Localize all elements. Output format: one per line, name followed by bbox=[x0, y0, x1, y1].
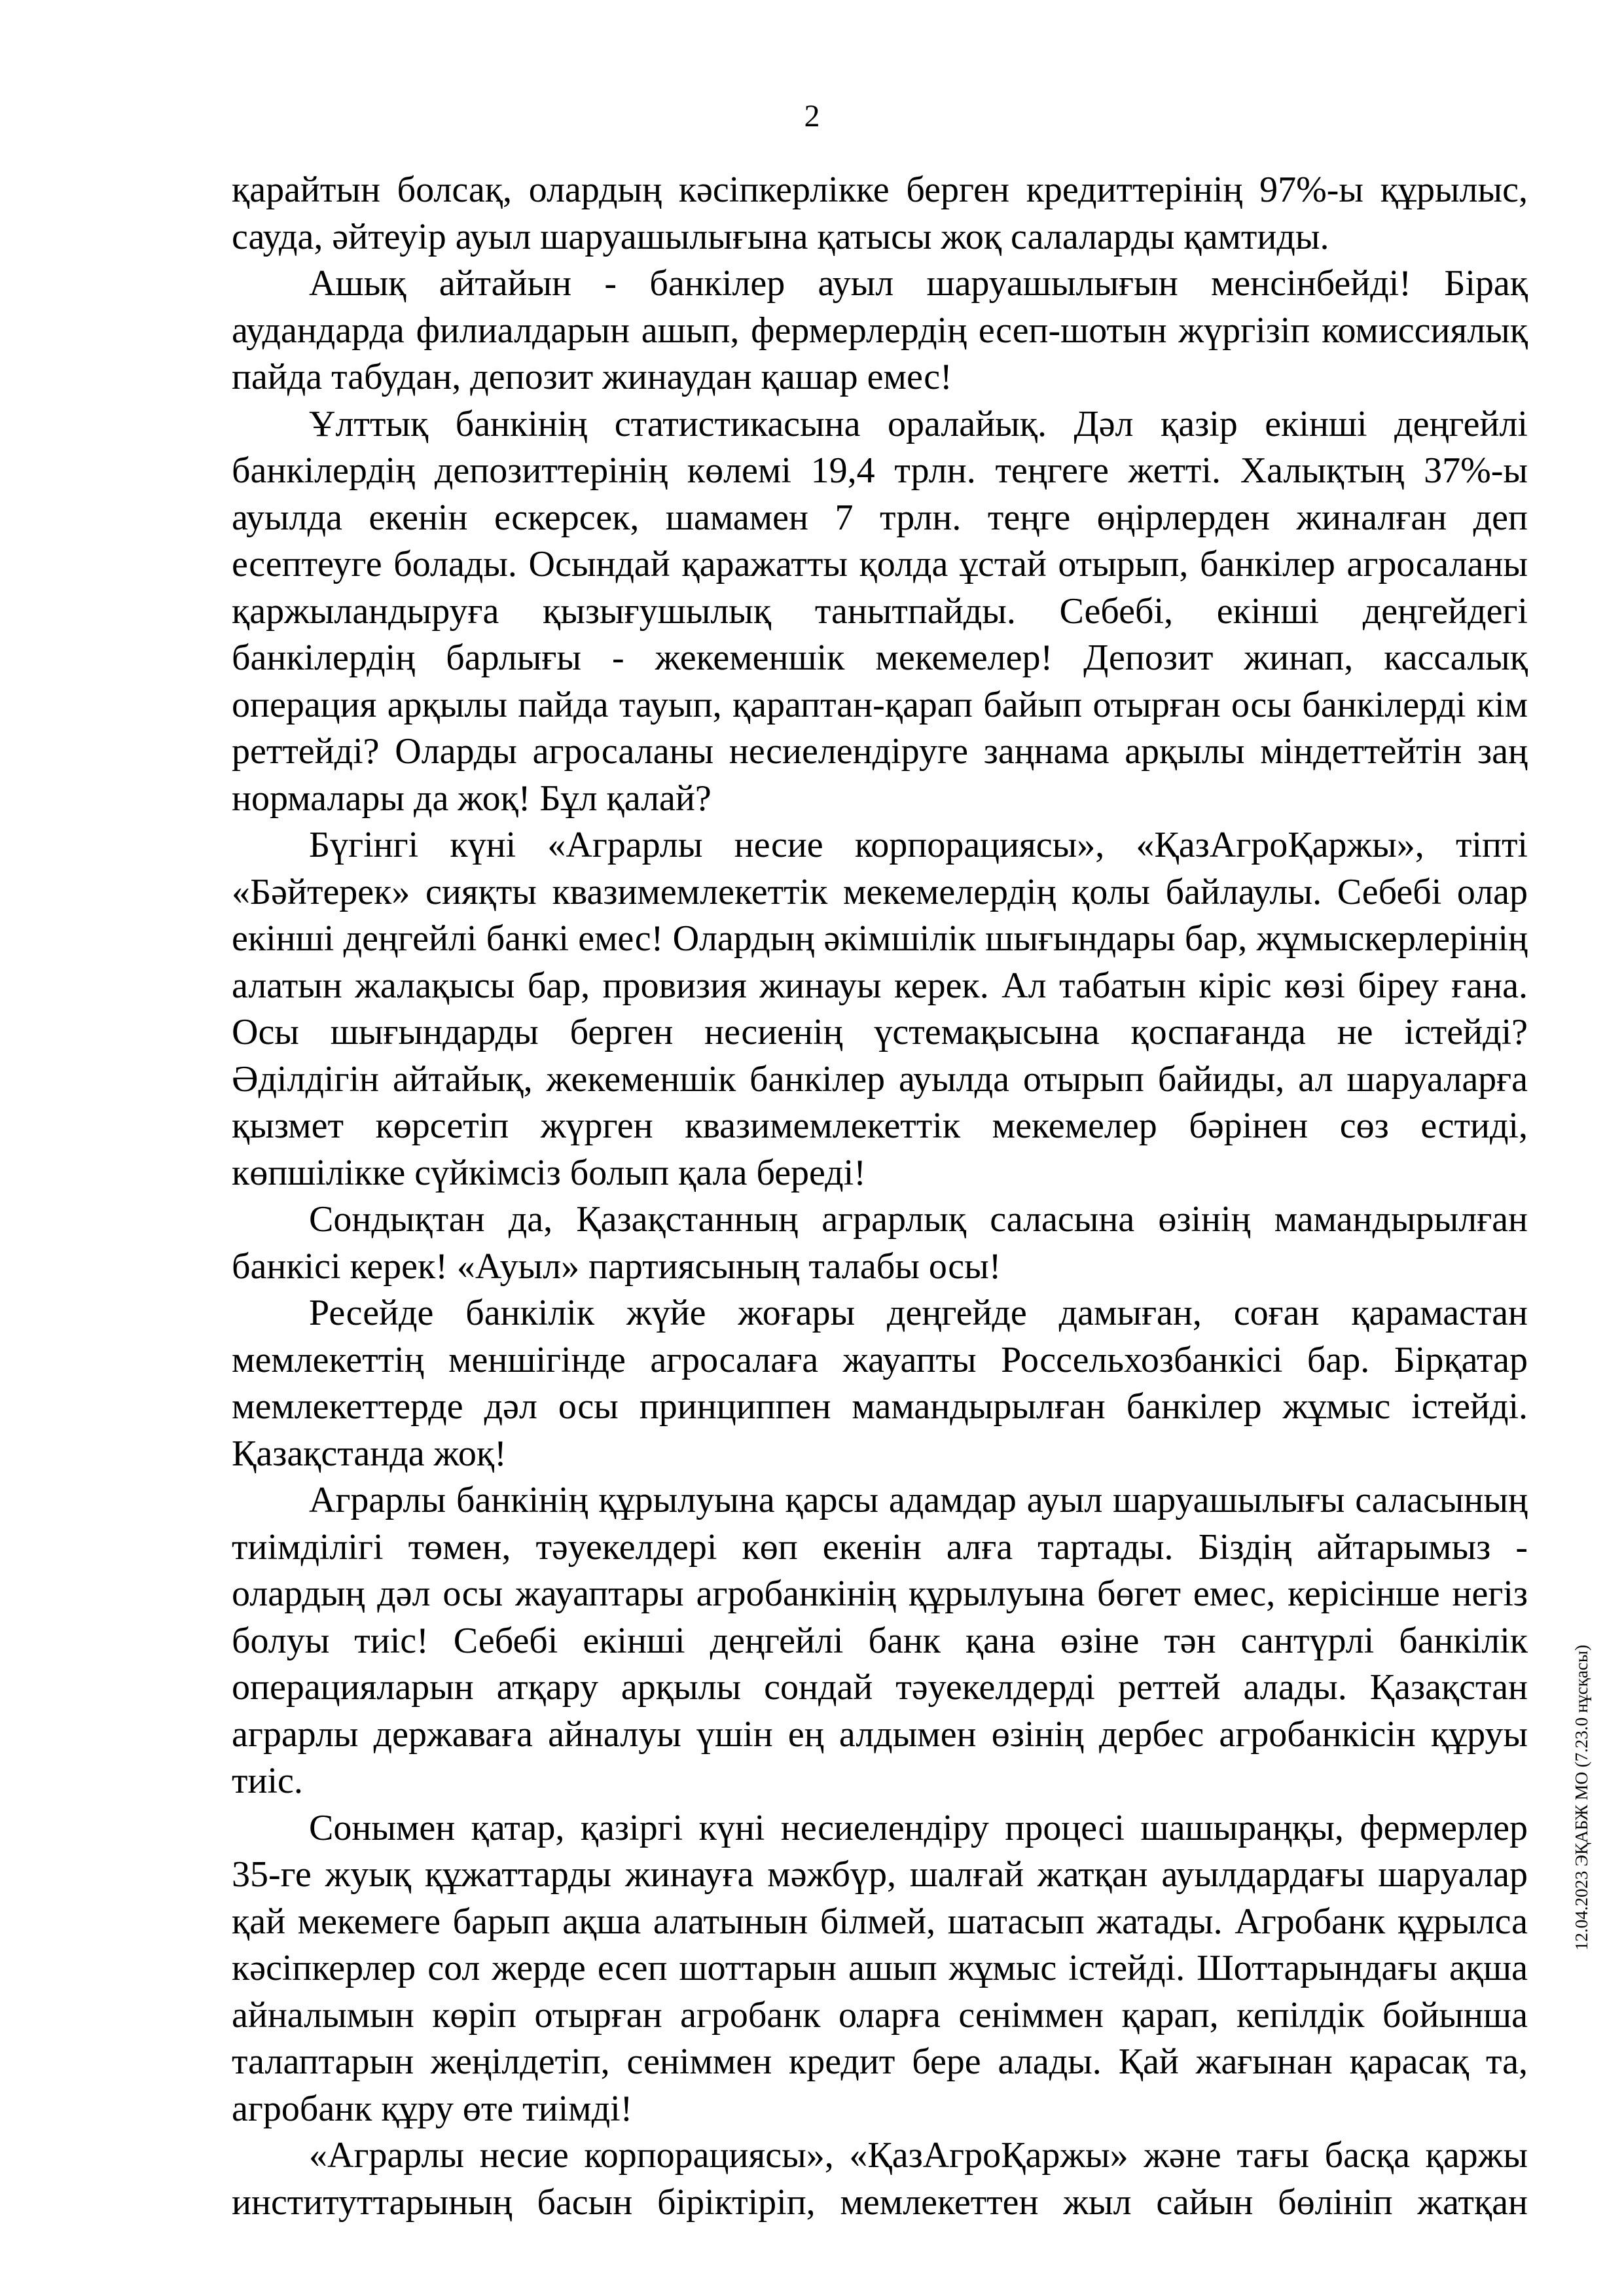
paragraph-continued: қарайтын болсақ, олардың кәсіпкерлікке берген кредиттерінің 97%-ы құрылыс, сауда, әйтеуір ауыл шаруашылығына қатысы жоқ салаларды қамтиды. bbox=[232, 170, 1528, 257]
page-number: 2 bbox=[804, 99, 820, 134]
paragraph: Ашық айтайын - банкілер ауыл шаруашылығын менсінбейді! Бірақ аудандарда филиалдарын ашып, фермерлердің есеп-шотын жүргізіп комиссиялық пайда табудан, депозит жинаудан қашар емес! bbox=[232, 263, 1528, 397]
paragraph: Бүгінгі күні «Аграрлы несие корпорациясы», «ҚазАгроҚаржы», тіпті «Бәйтерек» сияқты квазимемлекеттік мекемелердің қолы байлаулы. Себебі олар екінші деңгейлі банкі емес! Олардың әкімшілік шығындары бар, жұмыскерлерінің алатын жалақысы бар, провизия жинауы керек. Ал табатын кіріс көзі біреу ғана. Осы шығындарды берген несиенің үстемақысына қоспағанда не істейді? Әділдігін айтайық, жекеменшік банкілер ауылда отырып байиды, ал шаруаларға қызмет көрсетіп жүрген квазимемлекеттік мекемелер бәрінен сөз естиді, көпшілікке сүйкімсіз болып қала береді! bbox=[232, 825, 1528, 1193]
paragraph: Сонымен қатар, қазіргі күні несиелендіру процесі шашыраңқы, фермерлер 35-ге жуық құжаттарды жинауға мәжбүр, шалғай жатқан ауылдардағы шаруалар қай мекемеге барып ақша алатынын білмей, шатасып жатады. Агробанк құрылса кәсіпкерлер сол жерде есеп шоттарын ашып жұмыс істейді. Шоттарындағы ақша айналымын көріп отырған агробанк оларға сеніммен қарап, кепілдік бойынша талаптарын жеңілдетіп, сеніммен кредит бере алады. Қай жағынан қарасақ та, агробанк құру өте тиімді! bbox=[232, 1807, 1528, 2129]
paragraph: Ресейде банкілік жүйе жоғары деңгейде дамыған, соған қарамастан мемлекеттің меншігінде агросалаға жауапты Россельхозбанкісі бар. Бірқатар мемлекеттерде дәл осы принциппен мамандырылған банкілер жұмыс істейді. Қазақстанда жоқ! bbox=[232, 1293, 1528, 1474]
paragraph: Сондықтан да, Қазақстанның аграрлық саласына өзінің мамандырылған банкісі керек! «Ауыл» партиясының талабы осы! bbox=[232, 1199, 1528, 1287]
body-text bbox=[232, 167, 1528, 2226]
paragraph: Ұлттық банкінің статистикасына оралайық. Дәл қазір екінші деңгейлі банкілердің депозиттерінің көлемі 19,4 трлн. теңгеге жетті. Халықтың 37%-ы ауылда екенін ескерсек, шамамен 7 трлн. теңге өңірлерден жиналған деп есептеуге болады. Осындай қаражатты қолда ұстай отырып, банкілер агросаланы қаржыландыруға қызығушылық танытпайды. Себебі, екінші деңгейдегі банкілердің барлығы - жекеменшік мекемелер! Депозит жинап, кассалық операция арқылы пайда тауып, қараптан-қарап байып отырған осы банкілерді кім реттейді? Оларды агросаланы несиелендіруге заңнама арқылы міндеттейтін заң нормалары да жоқ! Бұл қалай? bbox=[232, 403, 1528, 819]
paragraph: Аграрлы банкінің құрылуына қарсы адамдар ауыл шаруашылығы саласының тиімділігі төмен, тәуекелдері көп екенін алға тартады. Біздің айтарымыз - олардың дәл осы жауаптары агробанкінің құрылуына бөгет емес, керісінше негіз болуы тиіс! Себебі екінші деңгейлі банк қана өзіне тән сантүрлі банкілік операцияларын атқару арқылы сондай тәуекелдерді реттей алады. Қазақстан аграрлы державаға айналуы үшін ең алдымен өзінің дербес агробанкісін құруы тиіс. bbox=[232, 1480, 1528, 1801]
paragraph-continues-next-page: «Аграрлы несие корпорациясы», «ҚазАгроҚаржы» және тағы басқа қаржы институттарының басын біріктіріп, мемлекеттен жыл сайын бөлініп жатқан bbox=[232, 2135, 1528, 2223]
document-registration-stamp: 12.04.2023 ЭҚАБЖ МО (7.23.0 нұсқасы) bbox=[1572, 1644, 1591, 1950]
